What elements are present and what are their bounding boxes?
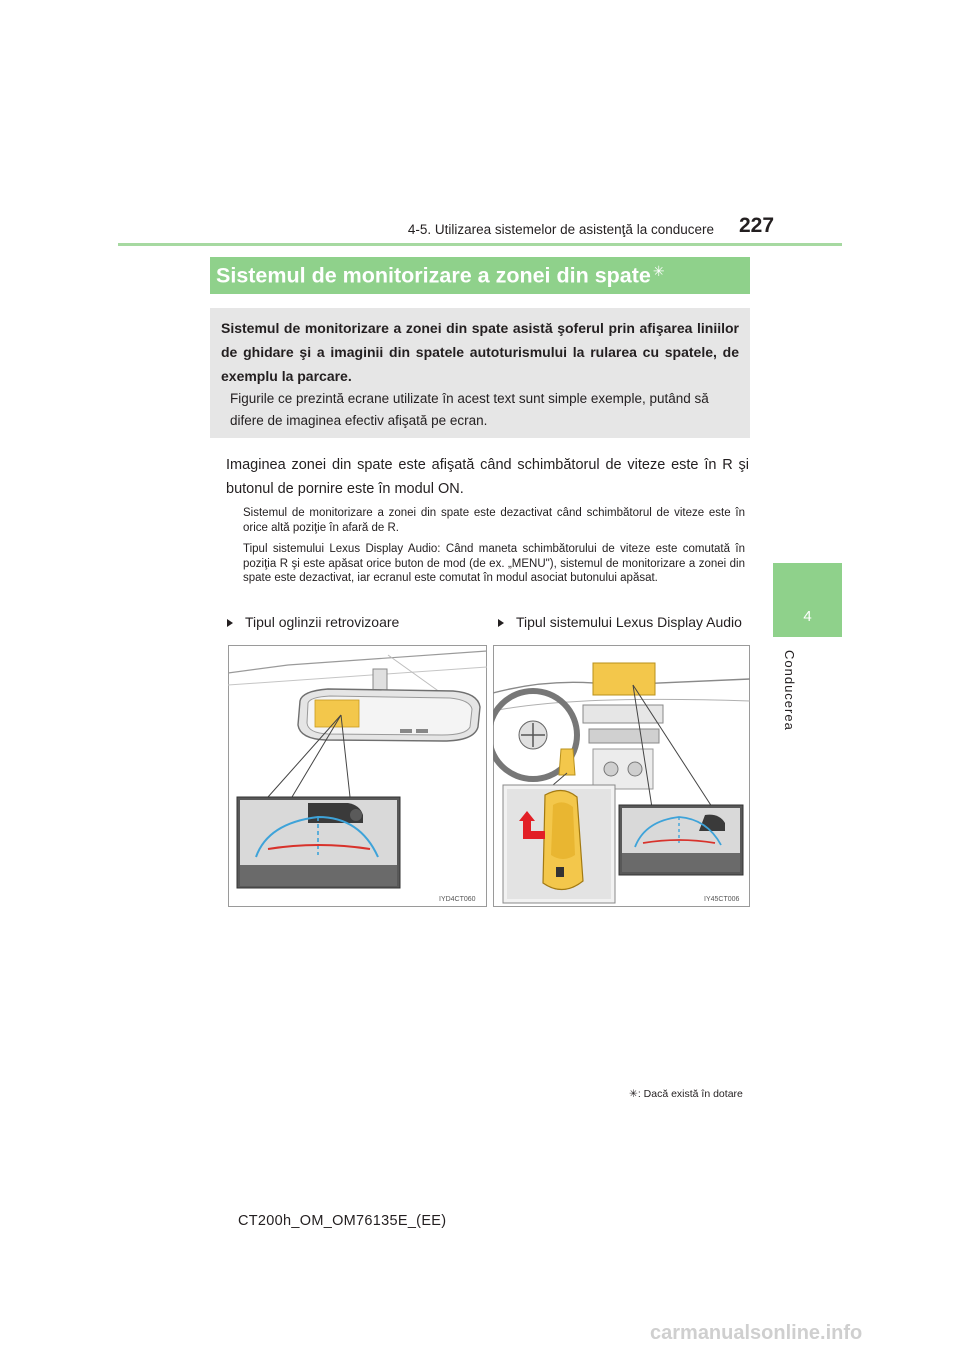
bullet-triangle-icon [498,619,504,627]
mirror-type-illustration [228,645,487,907]
watermark: carmanualsonline.info [650,1322,863,1344]
bullet-triangle-icon [227,619,233,627]
title-bar [210,257,750,294]
intro-summary: Sistemul de monitorizare a zonei din spate asistă şoferul prin afişarea liniilor de ghidare şi a imaginii din spatele autoturismului la rularea cu spatele, de exemplu la parcare. [221,320,739,384]
figure-code-left: IYD4CT060 [439,896,476,903]
chapter-tab [773,563,842,637]
intro-box [210,308,750,438]
document-id: CT200h_OM_OM76135E_(EE) [238,1213,447,1229]
page-title: Sistemul de monitorizare a zonei din spate [216,263,651,288]
chapter-label: Conducerea [782,650,797,731]
display-audio-illustration [493,645,750,907]
figure-heading-mirror: Tipul oglinzii retrovizoare [227,614,399,630]
body-paragraph: Imaginea zonei din spate este afişată când schimbătorul de viteze este în R şi butonul de pornire este în modul ON. [226,457,749,497]
body-note-2: Tipul sistemului Lexus Display Audio: Când maneta schimbătorului de viteze este comutată în poziţia R şi este apăsat orice buton de mod (de ex. „MENU"), sistemul de monitorizare a zonei din spate este dezactivat, iar ecranul este comutat în modul asociat butonului apăsat. [243,543,745,584]
body-note-1: Sistemul de monitorizare a zonei din spate este dezactivat când schimbătorul de viteze este în orice altă poziţie în afară de R. [243,507,745,534]
optional-marker: ✳ [652,263,665,279]
figure-heading-display-audio: Tipul sistemului Lexus Display Audio [498,614,742,630]
intro-note: Figurile ce prezintă ecrane utilizate în acest text sunt simple exemple, putând să difere de imaginea efectiv afişată pe ecran. [230,391,709,428]
header-rule [118,243,842,246]
chapter-number: 4 [803,608,812,625]
page-number: 227 [739,214,775,237]
figure-code-right: IY45CT006 [704,896,740,903]
section-title: 4-5. Utilizarea sistemelor de asistenţă la conducere [407,222,714,237]
footnote: ✳: Dacă există în dotare [629,1088,743,1100]
optional-marker-icon: ✳ [629,1088,638,1100]
